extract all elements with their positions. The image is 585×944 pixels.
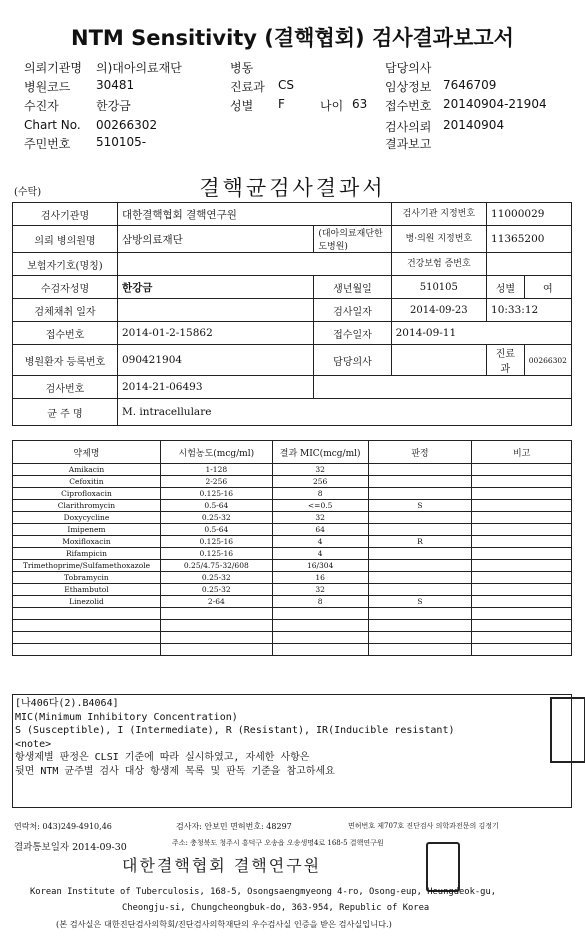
drug-row xyxy=(13,572,572,584)
drug-name: Ciprofloxacin xyxy=(13,488,161,500)
empty-cell xyxy=(13,644,161,656)
drug-name: Cefoxitin xyxy=(13,476,161,488)
official-seal xyxy=(426,842,460,892)
drug-mic: 4 xyxy=(272,548,368,560)
drug-note xyxy=(472,548,572,560)
empty-cell xyxy=(272,644,368,656)
drug-range: 0.25-32 xyxy=(160,584,272,596)
receipt-no-label: 접수번호 xyxy=(385,99,432,113)
doctor-label: 담당의사 xyxy=(385,61,432,75)
insurance-label: 보험자기호(명칭) xyxy=(13,253,118,276)
lab-code-label: 검사기관 지정번호 xyxy=(391,203,486,226)
collect-label: 검체채취 일자 xyxy=(13,299,118,322)
footer-org-name: 대한결핵협회 결핵연구원 xyxy=(122,856,322,875)
exam-no-label: 검사번호 xyxy=(13,376,118,399)
drug-interp: S xyxy=(368,500,472,512)
drug-mic: 32 xyxy=(272,464,368,476)
recv-date-value: 2014-09-11 xyxy=(391,322,571,345)
drug-row xyxy=(13,536,572,548)
empty-cell xyxy=(368,632,472,644)
drug-row xyxy=(13,476,572,488)
drug-range: 0.25/4.75-32/608 xyxy=(160,560,272,572)
drug-interp xyxy=(368,560,472,572)
sex-label: 성별 xyxy=(230,99,254,113)
lab-value: 대한결핵협회 결핵연구원 xyxy=(117,203,391,226)
clinical-value: 7646709 xyxy=(443,78,497,92)
dept-label: 진료과 xyxy=(230,80,265,94)
drug-range: 0.125-16 xyxy=(160,488,272,500)
dept-value: CS xyxy=(278,78,294,92)
drug-row xyxy=(13,560,572,572)
empty-cell xyxy=(272,620,368,632)
drug-row xyxy=(13,512,572,524)
drug-note xyxy=(472,536,572,548)
request-date-value: 20140904 xyxy=(443,118,505,132)
request-date-label: 검사의뢰 xyxy=(385,120,432,134)
req-value: 삼방의료재단 xyxy=(117,226,313,253)
sex-field-value: 여 xyxy=(524,276,571,299)
chart-value: 00266302 xyxy=(96,118,158,132)
drug-note xyxy=(472,464,572,476)
drug-name: Moxifloxacin xyxy=(13,536,161,548)
info-table xyxy=(12,202,572,426)
empty-cell xyxy=(13,620,161,632)
empty-cell xyxy=(272,632,368,644)
hospital-code-label: 병원코드 xyxy=(24,80,71,94)
health-label: 건강보험 증번호 xyxy=(391,253,486,276)
birth-value: 510105 xyxy=(391,276,486,299)
note-line: <note> xyxy=(15,738,52,750)
doc-title: 결핵균검사결과서 xyxy=(199,176,386,200)
note-line: 항생제별 판정은 CLSI 기준에 따라 실시하였고, 자세한 사항은 xyxy=(15,752,310,763)
note-line: MIC(Minimum Inhibitory Concentration) xyxy=(15,711,238,723)
health-value xyxy=(487,253,572,276)
ssn-value: 510105- xyxy=(96,135,147,149)
drug-row xyxy=(13,464,572,476)
footer-phone: 연락처: 043)249-4910,46 xyxy=(14,822,112,831)
doctor-field-value xyxy=(391,345,486,376)
footer-address-kr: 주소: 충청북도 청주시 흥덕구 오송읍 오송생명4로 168-5 결핵연구원 xyxy=(172,839,384,847)
drug-table-body xyxy=(13,464,572,656)
drug-note xyxy=(472,596,572,608)
report-date-value: 2014-09-23 xyxy=(391,299,486,322)
recv-date-label: 접수일자 xyxy=(314,322,391,345)
drug-name: Clarithromycin xyxy=(13,500,161,512)
report-time-value: 10:33:12 xyxy=(487,299,572,322)
drug-interp: S xyxy=(368,596,472,608)
drug-range: 1-128 xyxy=(160,464,272,476)
drug-interp xyxy=(368,572,472,584)
drug-mic: 32 xyxy=(272,512,368,524)
receipt-no-value: 20140904-21904 xyxy=(443,97,547,111)
notes-box xyxy=(12,694,572,808)
drug-range: 0.125-16 xyxy=(160,536,272,548)
drug-name: Ethambutol xyxy=(13,584,161,596)
patient-value: 한강금 xyxy=(96,99,131,113)
empty-row xyxy=(13,632,572,644)
drug-note xyxy=(472,488,572,500)
drug-interp xyxy=(368,476,472,488)
drug-row xyxy=(13,596,572,608)
hospital-code-value: 30481 xyxy=(96,78,135,92)
drug-range: 0.25-32 xyxy=(160,512,272,524)
drug-interp xyxy=(368,524,472,536)
organism-value: M. intracellulare xyxy=(117,399,571,426)
drug-interp xyxy=(368,584,472,596)
drug-interp xyxy=(368,512,472,524)
note-line: [나406다(2).B4064] xyxy=(15,698,119,709)
drug-range: 0.25-32 xyxy=(160,572,272,584)
drug-name: Rifampicin xyxy=(13,548,161,560)
drug-range: 0.125-16 xyxy=(160,548,272,560)
dept-field-label: 진료과 xyxy=(487,345,525,376)
reg-value: 090421904 xyxy=(117,345,313,376)
organism-label: 균 주 명 xyxy=(13,399,118,426)
drug-mic: 16 xyxy=(272,572,368,584)
req-code-value: 11365200 xyxy=(487,226,572,253)
drug-range: 0.5-64 xyxy=(160,500,272,512)
patient-name-label: 수검자성명 xyxy=(13,276,118,299)
ssn-label: 주민번호 xyxy=(24,137,71,151)
drug-note xyxy=(472,584,572,596)
empty-cell xyxy=(160,644,272,656)
ward-label: 병동 xyxy=(230,61,254,75)
drug-interp xyxy=(368,488,472,500)
col-note: 비고 xyxy=(472,441,572,464)
drug-mic: 32 xyxy=(272,584,368,596)
drug-row xyxy=(13,584,572,596)
drug-row xyxy=(13,500,572,512)
receipt-label: 접수번호 xyxy=(13,322,118,345)
empty-cell xyxy=(160,632,272,644)
drug-name: Trimethoprime/Sulfamethoxazole xyxy=(13,560,161,572)
drug-note xyxy=(472,512,572,524)
empty-cell xyxy=(472,632,572,644)
footer-address-en1: Korean Institute of Tuberculosis, 168-5, Osongsaengmyeong 4-ro, Osong-eup, Heungdeok-gu, xyxy=(30,887,497,897)
receipt-value: 2014-01-2-15862 xyxy=(117,322,313,345)
drug-mic: 8 xyxy=(272,488,368,500)
drug-name: Doxycycline xyxy=(13,512,161,524)
note-line: 뒷면 NTM 균주별 검사 대상 항생제 목록 및 판독 기준을 참고하세요 xyxy=(15,765,335,777)
lab-label: 검사기관명 xyxy=(13,203,118,226)
age-label: 나이 xyxy=(320,99,344,113)
report-date-label: 검사일자 xyxy=(314,299,391,322)
drug-name: Amikacin xyxy=(13,464,161,476)
clinical-label: 임상정보 xyxy=(385,80,432,94)
doctor-field-label: 담당의사 xyxy=(314,345,391,376)
drug-range: 0.5-64 xyxy=(160,524,272,536)
req-value2: (대아의료재단한도병원) xyxy=(314,226,391,253)
exam-no-value: 2014-21-06493 xyxy=(117,376,313,399)
drug-note xyxy=(472,500,572,512)
drug-name: Linezolid xyxy=(13,596,161,608)
drug-interp xyxy=(368,548,472,560)
drug-mic: 4 xyxy=(272,536,368,548)
drug-mic: 256 xyxy=(272,476,368,488)
empty-cell xyxy=(472,620,572,632)
drug-interp: R xyxy=(368,536,472,548)
report-label: 결과보고 xyxy=(385,137,432,151)
empty-row xyxy=(13,620,572,632)
footer-examiner: 검사자: 안보민 면허번호: 48297 xyxy=(176,822,292,831)
drug-interp xyxy=(368,464,472,476)
patient-name-value: 한강금 xyxy=(117,276,313,299)
note-line: S (Susceptible), I (Intermediate), R (Resistant), IR(Inducible resistant) xyxy=(15,725,455,736)
sex-field-label: 성별 xyxy=(487,276,525,299)
empty-cell xyxy=(160,620,272,632)
exam-no-blank xyxy=(314,376,572,399)
empty-cell xyxy=(272,608,368,620)
col-interp: 판정 xyxy=(368,441,472,464)
insurance-value xyxy=(117,253,391,276)
drug-range: 2-256 xyxy=(160,476,272,488)
empty-cell xyxy=(13,632,161,644)
lab-code-value: 11000029 xyxy=(487,203,572,226)
footer-license: 면허번호 제707호 진단검사 의학과전문의 김정기 xyxy=(348,822,499,830)
drug-range: 2-64 xyxy=(160,596,272,608)
receipt-tag: (수탁) xyxy=(14,187,42,198)
sex-value: F xyxy=(278,97,285,111)
col-drug: 약제명 xyxy=(13,441,161,464)
drug-name: Imipenem xyxy=(13,524,161,536)
dept-field-value: 00266302 xyxy=(524,345,571,376)
requester-label: 의뢰기관명 xyxy=(24,61,82,75)
drug-note xyxy=(472,524,572,536)
drug-mic: 16/304 xyxy=(272,560,368,572)
age-value: 63 xyxy=(352,97,368,111)
drug-mic: 64 xyxy=(272,524,368,536)
drug-row xyxy=(13,524,572,536)
drug-mic: 8 xyxy=(272,596,368,608)
empty-cell xyxy=(160,608,272,620)
col-range: 시험농도(mcg/ml) xyxy=(160,441,272,464)
report-title: NTM Sensitivity (결핵협회) 검사결과보고서 xyxy=(71,26,514,50)
drug-row xyxy=(13,488,572,500)
empty-row xyxy=(13,644,572,656)
empty-cell xyxy=(368,644,472,656)
stamp-seal xyxy=(550,697,585,763)
requester-value: 의)대아의료재단 xyxy=(96,61,182,75)
footer-address-en2: Cheongju-si, Chungcheongbuk-do, 363-954, Republic of Korea xyxy=(122,903,430,913)
empty-cell xyxy=(368,620,472,632)
drug-note xyxy=(472,476,572,488)
footer-cert: (본 검사실은 대한진단검사의학회/진단검사의학재단의 우수검사실 인증을 받은 검사실입니다.) xyxy=(56,919,392,929)
req-label: 의뢰 병의원명 xyxy=(13,226,118,253)
empty-cell xyxy=(472,644,572,656)
patient-label: 수진자 xyxy=(24,99,59,113)
col-mic: 결과 MIC(mcg/ml) xyxy=(272,441,368,464)
birth-label: 생년월일 xyxy=(314,276,391,299)
chart-label: Chart No. xyxy=(24,118,81,132)
drug-name: Tobramycin xyxy=(13,572,161,584)
empty-row xyxy=(13,608,572,620)
empty-cell xyxy=(368,608,472,620)
empty-cell xyxy=(13,608,161,620)
reg-label: 병원환자 등록번호 xyxy=(13,345,118,376)
drug-mic: <=0.5 xyxy=(272,500,368,512)
footer-report-date: 결과통보일자 2014-09-30 xyxy=(14,842,127,853)
drug-row xyxy=(13,548,572,560)
drug-table xyxy=(12,440,572,656)
collect-value xyxy=(117,299,313,322)
drug-note xyxy=(472,572,572,584)
empty-cell xyxy=(472,608,572,620)
req-code-label: 병·의원 지정번호 xyxy=(391,226,486,253)
drug-note xyxy=(472,560,572,572)
